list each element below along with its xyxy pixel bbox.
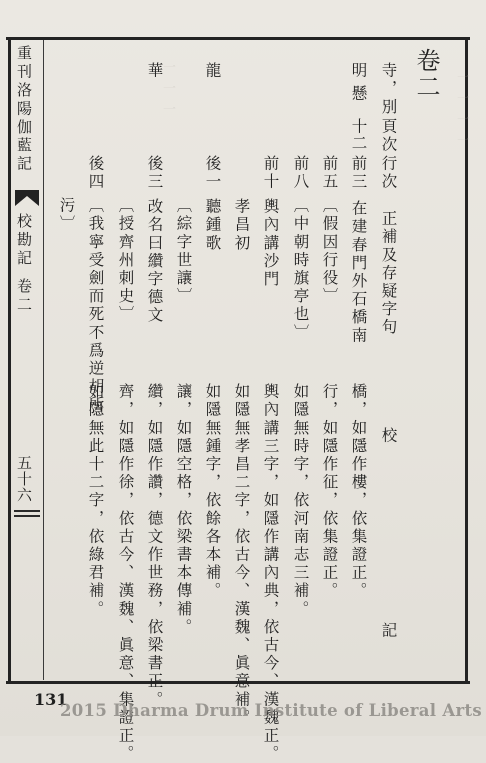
- annotation: 橋，如隱作樓，依集證正。: [349, 383, 368, 601]
- line-label: 後四: [86, 155, 105, 192]
- annotation: 如隱無孝昌二字，依古今、漢魏、眞意補。: [232, 383, 251, 727]
- annotation: 如隱無鍾字，依餘各本補。: [203, 383, 222, 601]
- entry-text: 〔中朝時旗亭也〕: [291, 197, 310, 342]
- header-label: 正補及存疑字句: [379, 210, 398, 337]
- entry-text: 〔我寧受劍而死不爲逆胡所: [86, 197, 105, 415]
- entry-text: 輿內講沙門: [261, 198, 280, 289]
- edge-rule: [14, 510, 40, 512]
- entry-text: 聽鍾歌: [203, 198, 222, 253]
- line-label: 前八: [291, 155, 310, 192]
- bleed-through: 一一一: [160, 60, 175, 123]
- page-num: 十二: [349, 118, 368, 151]
- line-label: 前十: [261, 155, 280, 192]
- annotation: 行，如隱作征，依集證正。: [320, 383, 339, 601]
- entry-text: 〔授齊州刺史〕: [116, 197, 135, 324]
- edge-rule: [14, 515, 40, 517]
- temple-name-2: 懸: [349, 85, 368, 104]
- entry-text: 〔綜字世讓〕: [174, 197, 193, 306]
- temple-name: 龍: [203, 62, 222, 81]
- volume-label: 卷二: [15, 278, 33, 315]
- annotation: 讓，如隱空格，依梁書本傳補。: [174, 383, 193, 637]
- entry-text: 孝昌初: [232, 198, 251, 253]
- watermark: 2015 Dharma Drum Institute of Liberal Arts: [60, 701, 482, 720]
- entry-text: 〔假因行役〕: [320, 197, 339, 306]
- annotation: 如隱無時字，依河南志三補。: [291, 383, 310, 619]
- frame-top-rule: [6, 37, 470, 40]
- line-label: 後三: [145, 155, 164, 192]
- frame-left-rule: [8, 38, 11, 683]
- margin-rule: [43, 40, 44, 680]
- annotation: 纘，如隱作讚，德文作世務，依梁書正。: [145, 383, 164, 709]
- temple-name: 華: [145, 62, 164, 81]
- annotation: 齊，如隱作徐，依古今、漢魏、眞意、集證正。: [116, 383, 135, 763]
- temple-name: 明: [349, 62, 368, 81]
- header-line: 行次: [379, 155, 398, 192]
- running-title: 重刊洛陽伽藍記: [15, 45, 33, 174]
- header-page: 頁次: [379, 118, 398, 155]
- header-note2: 記: [379, 622, 398, 641]
- entry-text: 改名曰纘字德文: [145, 198, 164, 325]
- page-number: 131: [34, 690, 68, 709]
- header-location: 寺，別: [379, 62, 398, 117]
- entry-text: 污〕: [57, 197, 76, 234]
- line-label: 前五: [320, 155, 339, 192]
- fishtail-mark: [15, 190, 39, 206]
- line-label: 前三: [349, 155, 368, 192]
- leaf-number: 五十六: [15, 455, 33, 503]
- bleed-through: 一一一一: [454, 70, 469, 154]
- entry-text: 在建春門外石橋南: [349, 200, 368, 345]
- annotation: 如隱無此十二字，依綠君補。: [86, 383, 105, 619]
- section-title: 校勘記: [15, 213, 33, 269]
- page-heading: 卷二: [412, 48, 440, 100]
- annotation: 輿內講三字，如隱作講內典，依古今、漢魏正。: [261, 383, 280, 763]
- line-label: 後一: [203, 155, 222, 192]
- header-note: 校: [379, 427, 398, 446]
